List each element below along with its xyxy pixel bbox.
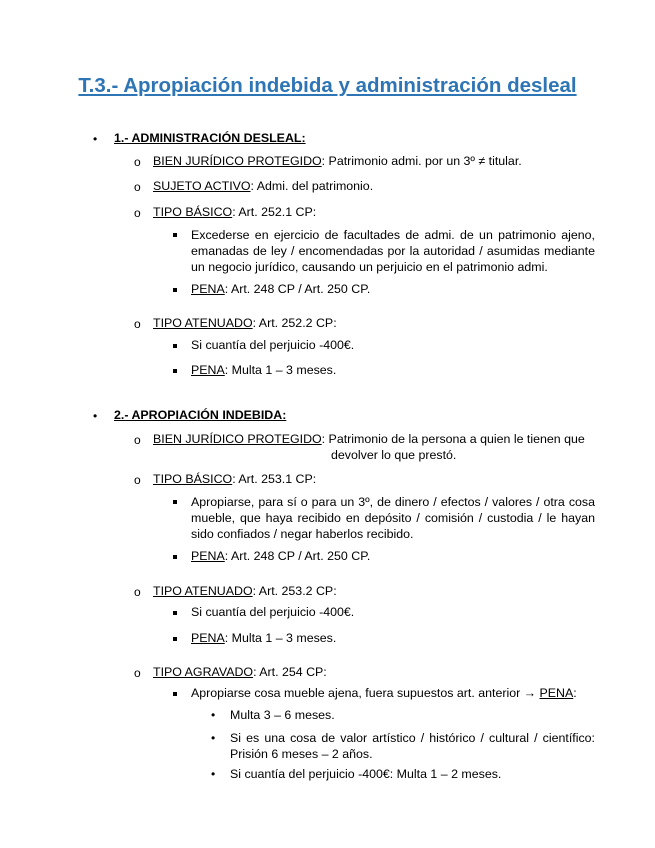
s1-basico-desc: Excederse en ejercicio de facultades de admi. de un patrimonio ajeno, emanadas de ley / encomendadas por la autoridad / asumidas mediante un negocio jurídico, causando un perjuicio en el patrimonio admi. (191, 228, 595, 274)
s1-basico-label: TIPO BÁSICO (153, 205, 233, 219)
bullet-circle: o (134, 433, 141, 447)
s1-atenuado-cuantia: Si cuantía del perjuicio -400€. (191, 338, 355, 352)
s2-basico-pena-label: PENA (191, 549, 225, 563)
s2-bien-text: : Patrimonio de la persona a quien le tienen que (321, 432, 585, 446)
s1-basico-pena-label: PENA (191, 282, 225, 296)
s2-atenuado-line (153, 584, 337, 599)
s2-agravado-item-1: Multa 3 – 6 meses. (230, 708, 335, 722)
s1-atenuado-pena-line (191, 363, 336, 378)
s2-atenuado-text: : Art. 253.2 CP: (252, 584, 337, 598)
s2-agravado-label: TIPO AGRAVADO (153, 665, 254, 679)
bullet-circle: o (134, 585, 141, 599)
bullet-square (173, 233, 177, 237)
bullet-circle: o (134, 317, 141, 331)
s2-atenuado-cuantia: Si cuantía del perjuicio -400€. (191, 605, 355, 619)
section-2-heading: 2.- APROPIACIÓN INDEBIDA: (114, 408, 287, 422)
s1-atenuado-pena-label: PENA (191, 363, 225, 377)
s2-bien-text-cont: devolver lo que prestó. (331, 448, 457, 462)
s2-basico-desc: Apropiarse, para sí o para un 3º, de dinero / efectos / valores / otra cosa mueble, que haya recibido en depósito / comisión / custodia / le hayan sido confiados / negar haberlos recibido. (191, 495, 595, 541)
s1-atenuado-line (153, 316, 337, 331)
bullet-square (173, 611, 177, 615)
s2-bien-label: BIEN JURÍDICO PROTEGIDO (153, 432, 322, 446)
s2-agravado-item-3: Si cuantía del perjuicio -400€: Multa 1 – 2 meses. (230, 767, 502, 781)
s2-basico-line (153, 472, 316, 487)
s2-basico-text: : Art. 253.1 CP: (232, 472, 317, 486)
s1-bien-label: BIEN JURÍDICO PROTEGIDO (153, 154, 322, 168)
section-1-heading: 1.- ADMINISTRACIÓN DESLEAL: (114, 131, 306, 145)
s1-sujeto-label: SUJETO ACTIVO (153, 179, 251, 193)
document-title: T.3.- Apropiación indebida y administración desleal (78, 74, 577, 97)
s2-agravado-text: : Art. 254 CP: (253, 665, 327, 679)
bullet-square (173, 555, 177, 559)
s1-basico-pena-line (191, 282, 370, 297)
bullet-dot: • (211, 731, 216, 745)
s1-sujeto-line (153, 179, 373, 194)
s1-basico-text: : Art. 252.1 CP: (232, 205, 317, 219)
bullet-square (173, 637, 177, 641)
s1-atenuado-label: TIPO ATENUADO (153, 316, 253, 330)
s2-basico-pena-text: : Art. 248 CP / Art. 250 CP. (224, 549, 371, 563)
s1-atenuado-pena-text: : Multa 1 – 3 meses. (224, 363, 337, 377)
s1-sujeto-text: : Admi. del patrimonio. (250, 179, 374, 193)
bullet-dot: • (211, 767, 216, 781)
s1-bien-text: : Patrimonio admi. por un 3º ≠ titular. (321, 154, 522, 168)
s2-atenuado-pena-label: PENA (191, 631, 225, 645)
s1-bien-line (153, 154, 522, 169)
bullet-circle: o (134, 155, 141, 169)
bullet-dot: • (93, 132, 98, 146)
s2-bien-line (153, 432, 585, 447)
s1-basico-pena-text: : Art. 248 CP / Art. 250 CP. (224, 282, 371, 296)
bullet-square (173, 369, 177, 373)
bullet-dot: • (93, 409, 98, 423)
bullet-square (173, 500, 177, 504)
s2-agravado-item-2: Si es una cosa de valor artístico / histórico / cultural / científico: Prisión 6 meses – 2 años. (230, 731, 595, 761)
s2-agravado-desc (191, 686, 577, 701)
s2-agravado-desc-pena: PENA (539, 686, 574, 700)
s2-agravado-desc-text: Apropiarse cosa mueble ajena, fuera supuestos art. anterior → (191, 686, 540, 700)
s2-atenuado-label: TIPO ATENUADO (153, 584, 253, 598)
bullet-circle: o (134, 180, 141, 194)
s2-agravado-line (153, 665, 327, 680)
s1-basico-line (153, 205, 316, 220)
bullet-square (173, 344, 177, 348)
s2-basico-label: TIPO BÁSICO (153, 472, 233, 486)
bullet-square (173, 288, 177, 292)
s2-agravado-desc-colon: : (573, 686, 577, 700)
bullet-circle: o (134, 666, 141, 680)
s2-atenuado-pena-line (191, 631, 336, 646)
bullet-circle: o (134, 473, 141, 487)
s1-atenuado-text: : Art. 252.2 CP: (252, 316, 337, 330)
bullet-square (173, 692, 177, 696)
s2-atenuado-pena-text: : Multa 1 – 3 meses. (224, 631, 337, 645)
s2-basico-pena-line (191, 549, 370, 564)
bullet-dot: • (211, 708, 216, 722)
bullet-circle: o (134, 206, 141, 220)
